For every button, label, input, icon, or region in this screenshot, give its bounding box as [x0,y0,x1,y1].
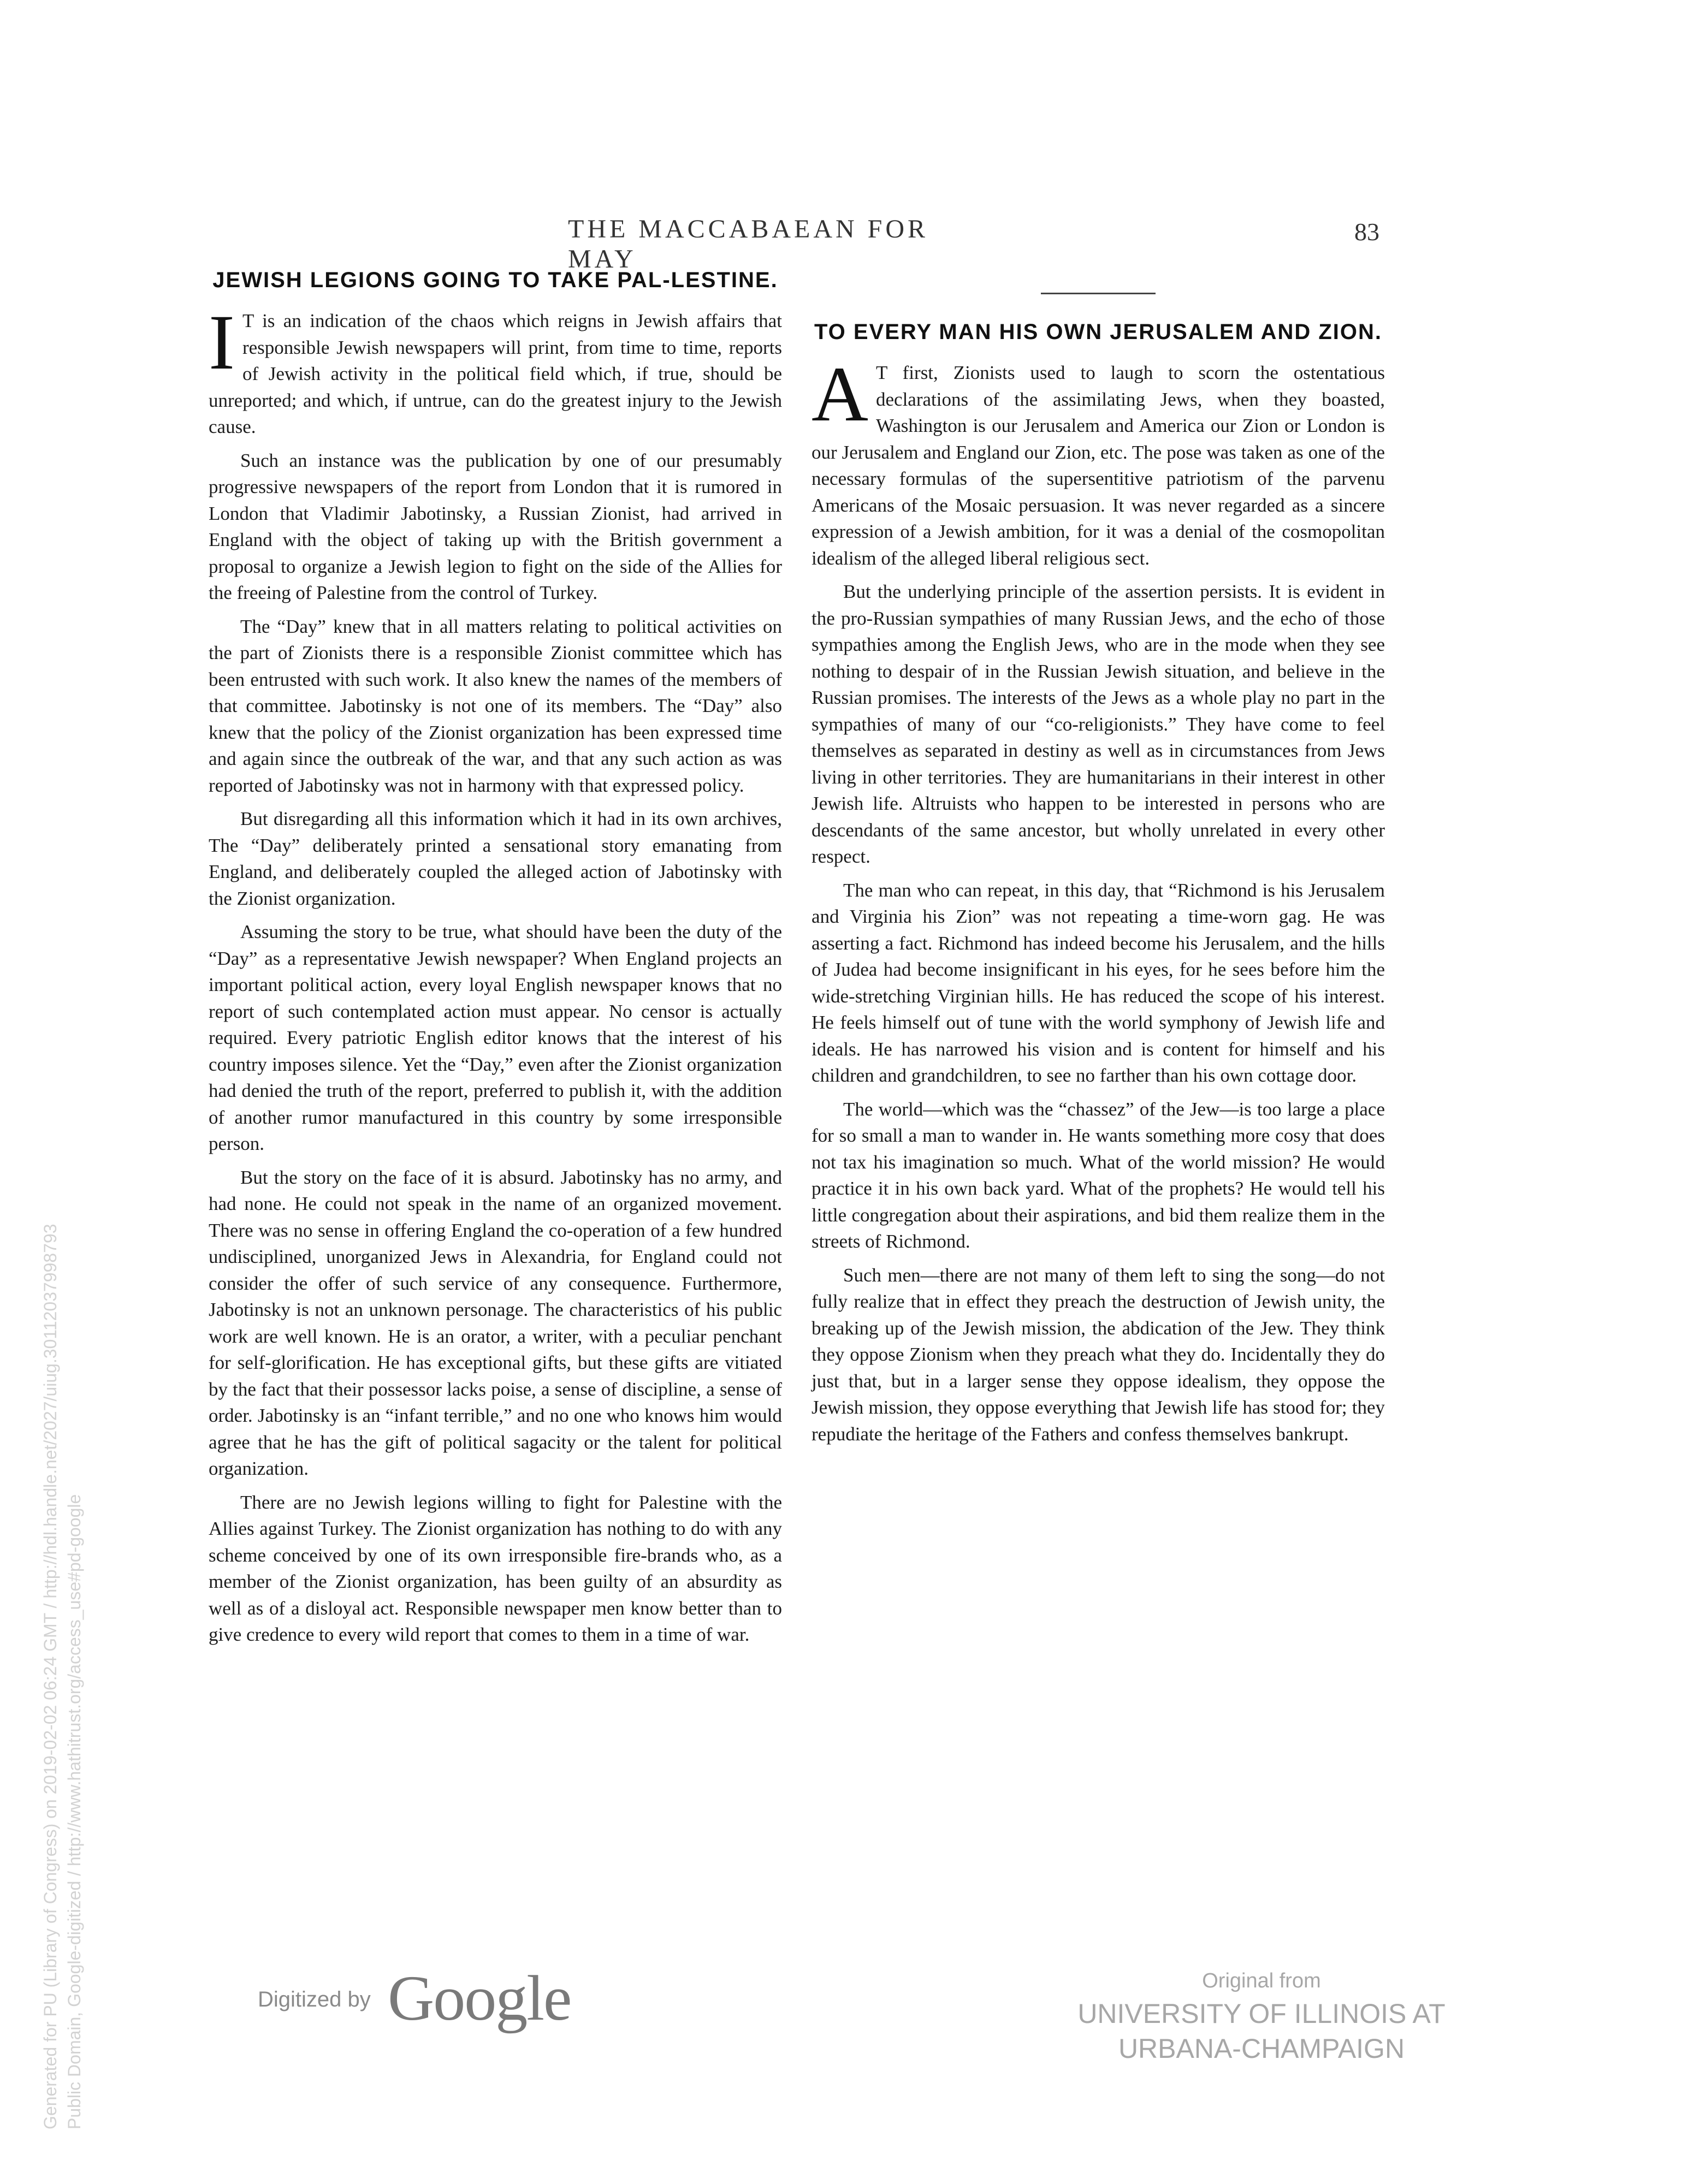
article2-paragraph-2: But the underlying principle of the assertion persists. It is evident in the pro-Russian sympathies of many Russian Jews, and the echo of those sympathies among the English Jews, who are in the mode when they see nothing to despair of in the Russian Jewish situation, and believe in the Russian promises. The interests of the Jews as a whole play no part in the sympathies of many of our “co-religionists.” They have come to feel themselves as separated in destiny as well as in circumstances from Jews living in other territories. They are humanitarians in their interest in other Jewish life. Altruists who happen to be interested in persons who are descendants of the same ancestor, but wholly unrelated in every other respect. [812,581,1385,867]
original-from-block [1070,1966,1453,2066]
article2-paragraph-4: The world—which was the “chassez” of the Jew—is too large a place for so small a man to wander in. He wants something more cosy that does not tax his imagination so much. What of the world mission? He would practice it in his own back yard. What of the prophets? He would tell his little congregation about their aspirations, and bid them realize them in the streets of Richmond. [812,1098,1385,1252]
institution-line-1: UNIVERSITY OF ILLINOIS AT [1077,1998,1446,2029]
article2-paragraph-5: Such men—there are not many of them left to sing the song—do not fully realize that in effect they preach the destruction of Jewish unity, the breaking up of the Jewish mission, the abdication of the Jew. They think they oppose Zionism when they preach what they do. Incidentally they do just that, but in a larger sense they oppose idealism, they oppose the Jewish mission, they oppose everything that Jewish life has stood for; they repudiate the heritage of the Fathers and confess themselves bankrupt. [812,1264,1385,1445]
article-title-every-man-jerusalem: TO EVERY MAN HIS OWN JERUSALEM AND ZION. [814,320,1383,344]
running-head: THE MACCABAEAN FOR MAY [568,215,929,274]
article-title-jewish-legions: JEWISH LEGIONS GOING TO TAKE PAL-LESTINE. [212,268,778,292]
google-logo: Google [388,1962,571,2034]
article1-paragraph-2: Such an instance was the publication by one of our presumably progressive newspapers of the report from London that it is rumored in London that Vladimir Jabotinsky, a Russian Zionist, had arrived in England with the object of taking up with the British government a proposal to organize a Jewish legion to fight on the side of the Allies for the freeing of Palestine from the control of Turkey. [209,449,782,603]
digitized-by-label: Digitized by [258,1987,371,2011]
article1-paragraph-1-text: T is an indication of the chaos which reigns in Jewish affairs that responsible Jewish newspapers will print, from time to time, reports of Jewish activity in the political field which, if true, should be unreported; and which, if untrue, can do the greatest injury to the Jewish cause. [209,310,782,437]
page-number: 83 [1354,218,1379,246]
drop-cap-i: I [209,299,235,386]
section-divider [1041,293,1156,294]
article1-paragraph-7: There are no Jewish legions willing to fight for Palestine with the Allies against Turkey. The Zionist organization has nothing to do with any scheme conceived by one of its own irresponsible fire-brands who, as a member of the Zionist organization, has been guilty of an absurdity as well as of a disloyal act. Responsible newspaper men know better than to give credence to every wild report that comes to them in a time of war. [209,1491,782,1645]
article1-paragraph-1 [209,299,782,441]
right-column [812,265,1385,1455]
article1-paragraph-4: But disregarding all this information which it had in its own archives, The “Day” deliberately printed a sensational story emanating from England, and deliberately coupled the alleged action of Jabotinsky with the Zionist organization. [209,808,782,909]
article1-paragraph-6: But the story on the face of it is absurd. Jabotinsky has no army, and had none. He could not speak in the name of an organized movement. There was no sense in offering England the co-operation of a few hundred undisciplined, unorganized Jews in Alexandria, for England could not consider the offer of such service of any consequence. Furthermore, Jabotinsky is not an unknown personage. The characteristics of his public work are well known. He is an orator, a writer, with a peculiar penchant for self-glorification. He has exceptional gifts, but these gifts are vitiated by the fact that their possessor lacks poise, a sense of discipline, a sense of order. Jabotinsky is an “infant terrible,” and no one who knows him would agree that he has the gift of political sagacity or the talent for political organization. [209,1166,782,1479]
article2-paragraph-1 [812,351,1385,572]
side-watermark-line-1: Generated for PU (Library of Congress) on 2019-02-02 06:24 GMT / http://hdl.handle.net/2027/uiug.30112037998793 [40,1224,60,2129]
left-column [209,265,782,1655]
side-watermark [38,1224,86,2129]
drop-cap-a: A [812,351,868,438]
article2-paragraph-1-text: T first, Zionists used to laugh to scorn the ostentatious declarations of the assimilating Jews, when they boasted, Washington is our Jerusalem and America our Zion or London is our Jerusalem and England our Zion, etc. The pose was taken as one of the necessary formulas of the supersentitive patriotism of the parvenu Americans of the Mosaic persuasion. It was never regarded as a sincere expression of a Jewish ambition, for it was a denial of the cosmopolitan idealism of the alleged liberal religious sect. [812,362,1385,569]
original-from-label: Original from [1202,1969,1321,1992]
side-watermark-line-2: Public Domain, Google-digitized / http://www.hathitrust.org/access_use#pd-google [64,1494,84,2129]
article2-paragraph-3: The man who can repeat, in this day, that “Richmond is his Jerusalem and Virginia his Zion” was not repeating a time-worn gag. He was asserting a fact. Richmond has indeed become his Jerusalem, and the hills of Judea had become insignificant in his eyes, for he sees before him the wide-stretching Virginian hills. He has reduced the scope of his interest. He feels himself out of tune with the world symphony of Jewish life and ideals. He has narrowed his vision and is content for himself and his children and grandchildren, to see no farther than his own cottage door. [812,879,1385,1086]
article1-paragraph-3: The “Day” knew that in all matters relating to political activities on the part of Zionists there is a responsible Zionist committee which has been entrusted with such work. It also knew the names of the members of that committee. Jabotinsky is not one of its members. The “Day” also knew that the policy of the Zionist organization has been expressed time and again since the outbreak of the war, and that any such action as was reported of Jabotinsky was not in harmony with that expressed policy. [209,615,782,796]
institution-line-2: URBANA-CHAMPAIGN [1118,2033,1405,2064]
article1-paragraph-5: Assuming the story to be true, what should have been the duty of the “Day” as a representative Jewish newspaper? When England projects an important political action, every loyal English newspaper knows that no report of such contemplated action must appear. No censor is actually required. Every patriotic English editor knows that the interest of his country imposes silence. Yet the “Day,” even after the Zionist organization had denied the truth of the report, preferred to publish it, with the addition of another rumor manufactured in this country by some irresponsible person. [209,921,782,1154]
